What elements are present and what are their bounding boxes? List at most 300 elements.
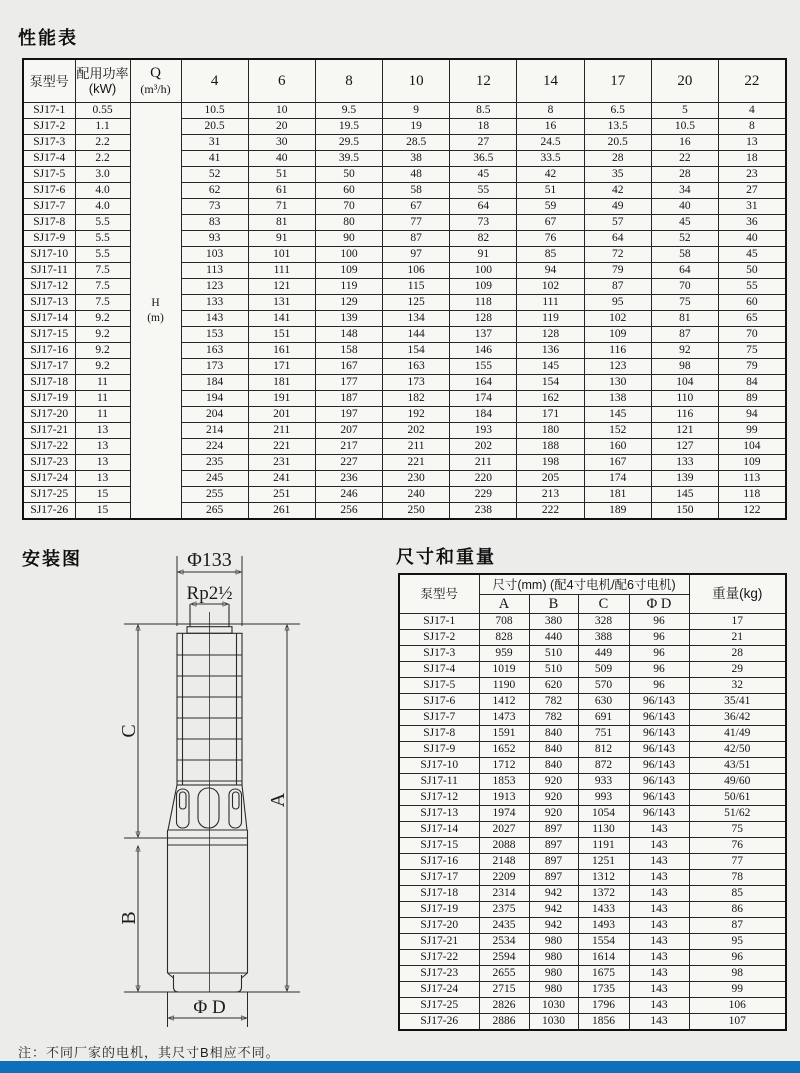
head-value-cell: 50 [719,263,786,279]
model-cell: SJ17-20 [23,407,75,423]
dim-a-cell: 1712 [479,758,529,774]
head-value-cell: 256 [315,503,382,520]
weight-cell: 86 [689,902,786,918]
head-value-cell: 52 [651,231,718,247]
dim-a-cell: 2314 [479,886,529,902]
head-value-cell: 13 [719,135,786,151]
col-header-flow: 10 [383,59,450,103]
head-value-cell: 35 [584,167,651,183]
head-value-cell: 227 [315,455,382,471]
head-value-cell: 40 [719,231,786,247]
head-value-cell: 229 [450,487,517,503]
dim-c-cell: 812 [578,742,629,758]
head-value-cell: 58 [651,247,718,263]
head-value-cell: 110 [651,391,718,407]
dim-a-label: A [267,792,289,808]
head-value-cell: 240 [383,487,450,503]
head-value-cell: 62 [181,183,248,199]
head-value-cell: 134 [383,311,450,327]
dia-d-cell: 96 [629,662,689,678]
head-value-cell: 71 [248,199,315,215]
power-cell: 9.2 [75,359,130,375]
power-cell: 2.2 [75,135,130,151]
head-value-cell: 109 [450,279,517,295]
head-value-cell: 84 [719,375,786,391]
dim-a-cell: 1019 [479,662,529,678]
head-value-cell: 67 [383,199,450,215]
dim-c-cell: 449 [578,646,629,662]
head-value-cell: 133 [651,455,718,471]
model-cell: SJ17-4 [23,151,75,167]
dim-b-cell: 1030 [529,998,578,1014]
head-value-cell: 55 [450,183,517,199]
head-value-cell: 180 [517,423,584,439]
dim-c-cell: 1614 [578,950,629,966]
head-value-cell: 40 [248,151,315,167]
dia-d-cell: 143 [629,982,689,998]
head-value-cell: 109 [719,455,786,471]
head-value-cell: 10.5 [651,119,718,135]
model-cell: SJ17-10 [399,758,479,774]
model-cell: SJ17-1 [23,103,75,119]
head-value-cell: 28.5 [383,135,450,151]
power-cell: 15 [75,503,130,520]
dimensions-row [399,982,786,998]
dim-a-cell: 2534 [479,934,529,950]
model-cell: SJ17-16 [23,343,75,359]
power-cell: 13 [75,455,130,471]
dim-a-cell: 2886 [479,1014,529,1031]
weight-cell: 75 [689,822,786,838]
power-cell: 5.5 [75,231,130,247]
head-value-cell: 145 [584,407,651,423]
head-value-cell: 129 [315,295,382,311]
dim-c-cell: 1054 [578,806,629,822]
head-value-cell: 100 [450,263,517,279]
head-value-cell: 109 [315,263,382,279]
head-value-cell: 224 [181,439,248,455]
dia-d-cell: 96/143 [629,790,689,806]
model-cell: SJ17-2 [23,119,75,135]
head-value-cell: 121 [651,423,718,439]
head-value-cell: 30 [248,135,315,151]
model-cell: SJ17-15 [399,838,479,854]
head-value-cell: 70 [651,279,718,295]
head-value-cell: 127 [651,439,718,455]
head-value-cell: 118 [719,487,786,503]
dim-b-cell: 840 [529,758,578,774]
weight-cell: 50/61 [689,790,786,806]
power-cell: 13 [75,423,130,439]
head-value-cell: 77 [383,215,450,231]
weight-cell: 43/51 [689,758,786,774]
head-value-cell: 6.5 [584,103,651,119]
dia-d-cell: 143 [629,1014,689,1031]
dia-d-cell: 143 [629,838,689,854]
dimensions-row [399,806,786,822]
pump-installation-diagram [100,540,320,1040]
weight-cell: 85 [689,886,786,902]
dim-a-cell: 1412 [479,694,529,710]
dia-d-cell: 143 [629,918,689,934]
dimensions-row [399,854,786,870]
col-header-model: 泵型号 [399,574,479,614]
model-cell: SJ17-21 [399,934,479,950]
head-value-cell: 9 [383,103,450,119]
head-value-cell: 123 [181,279,248,295]
head-value-cell: 238 [450,503,517,520]
head-value-cell: 116 [651,407,718,423]
dia-d-cell: 143 [629,934,689,950]
col-header-model: 泵型号 [23,59,75,103]
weight-cell: 21 [689,630,786,646]
model-cell: SJ17-4 [399,662,479,678]
head-value-cell: 194 [181,391,248,407]
head-value-cell: 9.5 [315,103,382,119]
head-value-cell: 230 [383,471,450,487]
dim-a-cell: 1652 [479,742,529,758]
head-value-cell: 18 [719,151,786,167]
col-header-power-line1: 配用功率 [76,66,129,81]
dim-c-cell: 570 [578,678,629,694]
power-cell: 11 [75,391,130,407]
dim-a-cell: 708 [479,614,529,630]
head-value-cell: 192 [383,407,450,423]
head-value-cell: 61 [248,183,315,199]
head-value-cell: 5 [651,103,718,119]
model-cell: SJ17-26 [399,1014,479,1031]
col-header-dims-group: 尺寸(mm) (配4寸电机/配6寸电机) [479,574,689,595]
dim-c-cell: 509 [578,662,629,678]
col-header-flow: 17 [584,59,651,103]
head-value-cell: 27 [450,135,517,151]
dim-c-cell: 1130 [578,822,629,838]
model-cell: SJ17-3 [399,646,479,662]
head-value-cell: 76 [517,231,584,247]
head-value-cell: 45 [450,167,517,183]
head-value-cell: 24.5 [517,135,584,151]
model-cell: SJ17-16 [399,854,479,870]
col-header-q-line1: Q [150,65,161,81]
dim-a-cell: 2148 [479,854,529,870]
dim-a-cell: 2715 [479,982,529,998]
dimensions-row [399,790,786,806]
pump-body-drawing [168,604,248,992]
head-value-cell: 94 [517,263,584,279]
model-cell: SJ17-7 [399,710,479,726]
head-value-cell: 75 [651,295,718,311]
head-value-cell: 45 [651,215,718,231]
dimensions-row [399,918,786,934]
installation-diagram-title: 安装图 [22,549,82,569]
head-unit-line: H [151,296,160,309]
dimensions-row [399,774,786,790]
head-value-cell: 102 [584,311,651,327]
dimension-a [267,625,289,991]
model-cell: SJ17-22 [23,439,75,455]
head-value-cell: 38 [383,151,450,167]
weight-cell: 28 [689,646,786,662]
head-value-cell: 211 [383,439,450,455]
head-value-cell: 31 [719,199,786,215]
head-value-cell: 245 [181,471,248,487]
head-value-cell: 113 [181,263,248,279]
dim-c-cell: 872 [578,758,629,774]
model-cell: SJ17-10 [23,247,75,263]
dim-b-cell: 897 [529,838,578,854]
dia-d-cell: 96 [629,646,689,662]
dim-a-cell: 2375 [479,902,529,918]
head-value-cell: 19 [383,119,450,135]
dimensions-row [399,678,786,694]
model-cell: SJ17-9 [399,742,479,758]
head-value-cell: 164 [450,375,517,391]
dimensions-row [399,662,786,678]
dimensions-table-title: 尺寸和重量 [396,547,496,567]
weight-cell: 35/41 [689,694,786,710]
col-header-flow: 6 [248,59,315,103]
dim-c-cell: 630 [578,694,629,710]
dimensions-row [399,1014,786,1031]
model-cell: SJ17-24 [23,471,75,487]
dim-a-cell: 828 [479,630,529,646]
model-cell: SJ17-5 [399,678,479,694]
head-value-cell: 214 [181,423,248,439]
head-value-cell: 161 [248,343,315,359]
head-value-cell: 87 [651,327,718,343]
col-header-flow: 8 [315,59,382,103]
footnote: 注：不同厂家的电机，其尺寸B相应不同。 [18,1045,280,1060]
head-value-cell: 231 [248,455,315,471]
dim-a-cell: 2027 [479,822,529,838]
head-value-cell: 10.5 [181,103,248,119]
model-cell: SJ17-7 [23,199,75,215]
model-cell: SJ17-12 [23,279,75,295]
dia-d-cell: 96/143 [629,806,689,822]
head-value-cell: 188 [517,439,584,455]
head-value-cell: 173 [181,359,248,375]
head-value-cell: 255 [181,487,248,503]
head-value-cell: 65 [719,311,786,327]
head-value-cell: 81 [651,311,718,327]
dia-d-cell: 96/143 [629,758,689,774]
col-header-flow: 20 [651,59,718,103]
head-value-cell: 184 [181,375,248,391]
model-cell: SJ17-13 [399,806,479,822]
dim-b-cell: 942 [529,902,578,918]
head-value-cell: 102 [517,279,584,295]
col-header-q-line2: (m³/h) [140,82,171,96]
head-value-cell: 10 [248,103,315,119]
head-value-cell: 111 [248,263,315,279]
weight-cell: 107 [689,1014,786,1031]
head-value-cell: 222 [517,503,584,520]
dim-c-cell: 1191 [578,838,629,854]
head-value-cell: 91 [248,231,315,247]
col-header-phi-d: Φ D [629,595,689,614]
head-value-cell: 113 [719,471,786,487]
bottom-diameter-label: Φ D [193,997,226,1018]
head-value-cell: 160 [584,439,651,455]
power-cell: 9.2 [75,343,130,359]
head-value-cell: 34 [651,183,718,199]
model-cell: SJ17-12 [399,790,479,806]
model-cell: SJ17-11 [23,263,75,279]
head-value-cell: 133 [181,295,248,311]
head-value-cell: 202 [450,439,517,455]
dimensions-row [399,822,786,838]
head-value-cell: 33.5 [517,151,584,167]
head-value-cell: 211 [450,455,517,471]
head-value-cell: 95 [584,295,651,311]
head-value-cell: 48 [383,167,450,183]
model-cell: SJ17-8 [399,726,479,742]
col-header-flow: 12 [450,59,517,103]
head-value-cell: 50 [315,167,382,183]
power-cell: 2.2 [75,151,130,167]
weight-cell: 95 [689,934,786,950]
head-value-cell: 45 [719,247,786,263]
head-value-cell: 87 [584,279,651,295]
dim-b-label: B [118,911,140,925]
dim-c-label: C [118,724,140,738]
power-cell: 9.2 [75,311,130,327]
weight-cell: 29 [689,662,786,678]
dim-b-cell: 840 [529,742,578,758]
col-header-power-line2: (kW) [88,81,117,96]
head-value-cell: 155 [450,359,517,375]
dimensions-row [399,902,786,918]
power-cell: 13 [75,471,130,487]
col-header-flow-q [130,59,181,103]
model-cell: SJ17-22 [399,950,479,966]
power-cell: 11 [75,375,130,391]
head-value-cell: 146 [450,343,517,359]
head-value-cell: 122 [719,503,786,520]
head-value-cell: 8 [719,119,786,135]
head-value-cell: 60 [315,183,382,199]
model-cell: SJ17-2 [399,630,479,646]
dimensions-row [399,886,786,902]
model-cell: SJ17-26 [23,503,75,520]
head-value-cell: 211 [248,423,315,439]
model-cell: SJ17-5 [23,167,75,183]
head-value-cell: 163 [181,343,248,359]
head-value-cell: 36 [719,215,786,231]
head-value-cell: 171 [517,407,584,423]
head-value-cell: 181 [248,375,315,391]
head-value-cell: 128 [517,327,584,343]
dimensions-row [399,742,786,758]
dim-b-cell: 920 [529,806,578,822]
dim-b-cell: 980 [529,982,578,998]
model-cell: SJ17-6 [399,694,479,710]
head-value-cell: 20.5 [181,119,248,135]
dim-a-cell: 2088 [479,838,529,854]
head-value-cell: 143 [181,311,248,327]
model-cell: SJ17-18 [23,375,75,391]
head-value-cell: 121 [248,279,315,295]
head-value-cell: 202 [383,423,450,439]
head-value-cell: 79 [584,263,651,279]
head-value-cell: 246 [315,487,382,503]
power-cell: 5.5 [75,215,130,231]
head-value-cell: 80 [315,215,382,231]
weight-cell: 41/49 [689,726,786,742]
head-value-cell: 207 [315,423,382,439]
dim-c-cell: 1675 [578,966,629,982]
dim-b-cell: 897 [529,854,578,870]
dim-b-cell: 840 [529,726,578,742]
head-value-cell: 109 [584,327,651,343]
head-value-cell: 173 [383,375,450,391]
dim-a-cell: 2655 [479,966,529,982]
head-unit-line: (m) [147,311,164,324]
dim-b-cell: 920 [529,774,578,790]
dim-c-cell: 1433 [578,902,629,918]
head-value-cell: 115 [383,279,450,295]
dia-d-cell: 96/143 [629,710,689,726]
head-value-cell: 150 [651,503,718,520]
weight-cell: 36/42 [689,710,786,726]
performance-table-title: 性能表 [18,28,78,48]
model-cell: SJ17-23 [399,966,479,982]
model-cell: SJ17-20 [399,918,479,934]
dia-d-cell: 96 [629,614,689,630]
head-value-cell: 193 [450,423,517,439]
col-header-flow: 22 [719,59,786,103]
head-value-cell: 220 [450,471,517,487]
weight-cell: 106 [689,998,786,1014]
dim-c-cell: 1251 [578,854,629,870]
head-value-cell: 251 [248,487,315,503]
weight-cell: 49/60 [689,774,786,790]
head-value-cell: 217 [315,439,382,455]
head-value-cell: 136 [517,343,584,359]
head-value-cell: 167 [315,359,382,375]
weight-cell: 42/50 [689,742,786,758]
dim-c-cell: 388 [578,630,629,646]
head-value-cell: 31 [181,135,248,151]
dia-d-cell: 143 [629,886,689,902]
dim-c-cell: 1796 [578,998,629,1014]
weight-cell: 17 [689,614,786,630]
dimensions-row [399,694,786,710]
head-value-cell: 118 [450,295,517,311]
dia-d-cell: 96 [629,630,689,646]
col-header-weight: 重量(kg) [689,574,786,614]
head-value-cell: 87 [383,231,450,247]
head-value-cell: 40 [651,199,718,215]
performance-header-row [23,59,786,103]
model-cell: SJ17-19 [399,902,479,918]
dim-c-cell: 691 [578,710,629,726]
head-value-cell: 198 [517,455,584,471]
head-value-cell: 138 [584,391,651,407]
performance-row [23,103,786,119]
head-value-cell: 235 [181,455,248,471]
head-value-cell: 93 [181,231,248,247]
head-value-cell: 64 [651,263,718,279]
dimension-b [118,846,140,991]
head-value-cell: 111 [517,295,584,311]
dia-d-cell: 96/143 [629,742,689,758]
head-value-cell: 236 [315,471,382,487]
thread-dimension [187,583,233,604]
head-value-cell: 145 [517,359,584,375]
power-cell: 15 [75,487,130,503]
weight-cell: 77 [689,854,786,870]
